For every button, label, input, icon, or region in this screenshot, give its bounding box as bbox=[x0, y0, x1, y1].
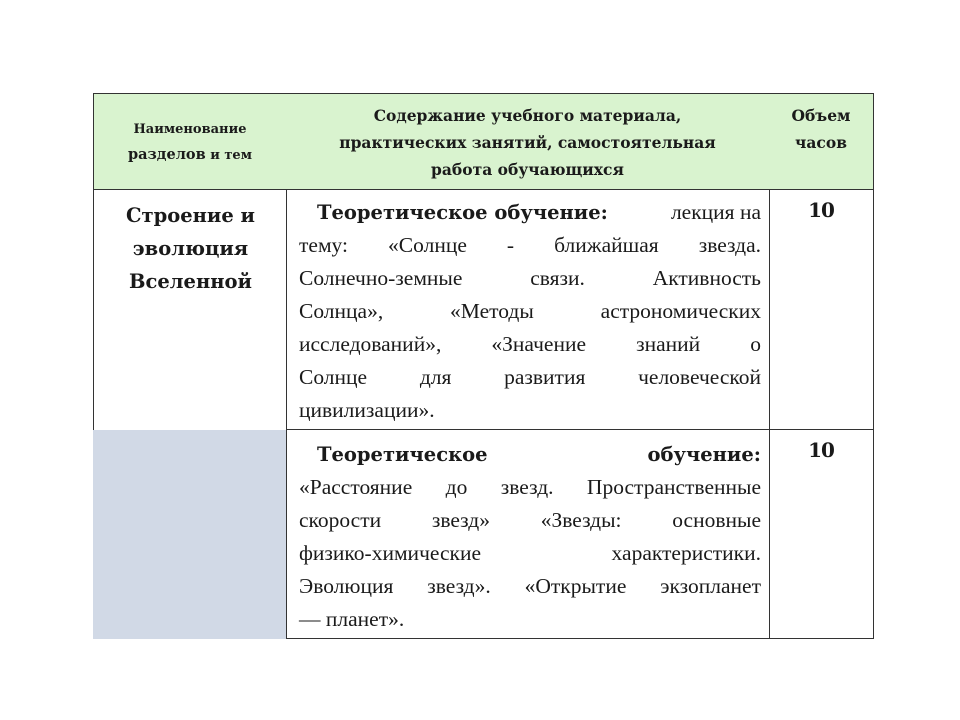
row1-hours: 10 bbox=[769, 190, 874, 430]
row2-lead-b: обучение: bbox=[647, 443, 761, 466]
header-content bbox=[286, 93, 770, 190]
row1-section-line1: Строение и bbox=[125, 204, 256, 227]
header-hours-line2: часов bbox=[795, 133, 847, 152]
row2-line4: физико-химические характеристики. bbox=[299, 541, 761, 565]
row2-empty-section-cell bbox=[93, 430, 286, 639]
row1-section-title bbox=[93, 190, 287, 430]
row1-section-line3: Вселенной bbox=[129, 270, 252, 293]
header-section-names bbox=[93, 93, 287, 190]
row1-line7: цивилизации». bbox=[299, 398, 435, 422]
row2-content bbox=[286, 430, 770, 639]
header-hours-line1: Объем bbox=[791, 106, 851, 125]
row2-hours: 10 bbox=[769, 430, 874, 639]
header-content-line2: практических занятий, самостоятельная bbox=[339, 133, 716, 152]
header-section-names-line2b: и тем bbox=[205, 148, 252, 163]
header-content-line1: Содержание учебного материала, bbox=[373, 106, 682, 125]
row1-line4: Солнца», «Методы астрономических bbox=[299, 299, 761, 323]
row1-line5: исследований», «Значение знаний о bbox=[299, 332, 761, 356]
curriculum-table bbox=[93, 93, 874, 639]
header-content-line3: работа обучающихся bbox=[431, 160, 624, 179]
row1-lead: Теоретическое обучение: bbox=[317, 201, 608, 224]
header-section-names-line1: Наименование bbox=[133, 122, 247, 137]
header-section-names-line2a: разделов bbox=[128, 146, 206, 163]
row2-line3: скорости звезд» «Звезды: основные bbox=[299, 508, 761, 532]
row2-line5: Эволюция звезд». «Открытие экзопланет bbox=[299, 574, 761, 598]
header-hours bbox=[769, 93, 874, 190]
row1-line6: Солнце для развития человеческой bbox=[299, 365, 761, 389]
row1-line3: Солнечно-земные связи. Активность bbox=[299, 266, 761, 290]
row2-lead-a: Теоретическое bbox=[317, 443, 488, 466]
row1-section-line2: эволюция bbox=[132, 237, 249, 260]
row1-content bbox=[286, 190, 770, 430]
row1-line1-rest: лекция на bbox=[670, 200, 761, 224]
row2-line2: «Расстояние до звезд. Пространственные bbox=[299, 475, 761, 499]
row1-line2: тему: «Солнце - ближайшая звезда. bbox=[299, 233, 761, 257]
row2-line6: — планет». bbox=[299, 607, 405, 631]
